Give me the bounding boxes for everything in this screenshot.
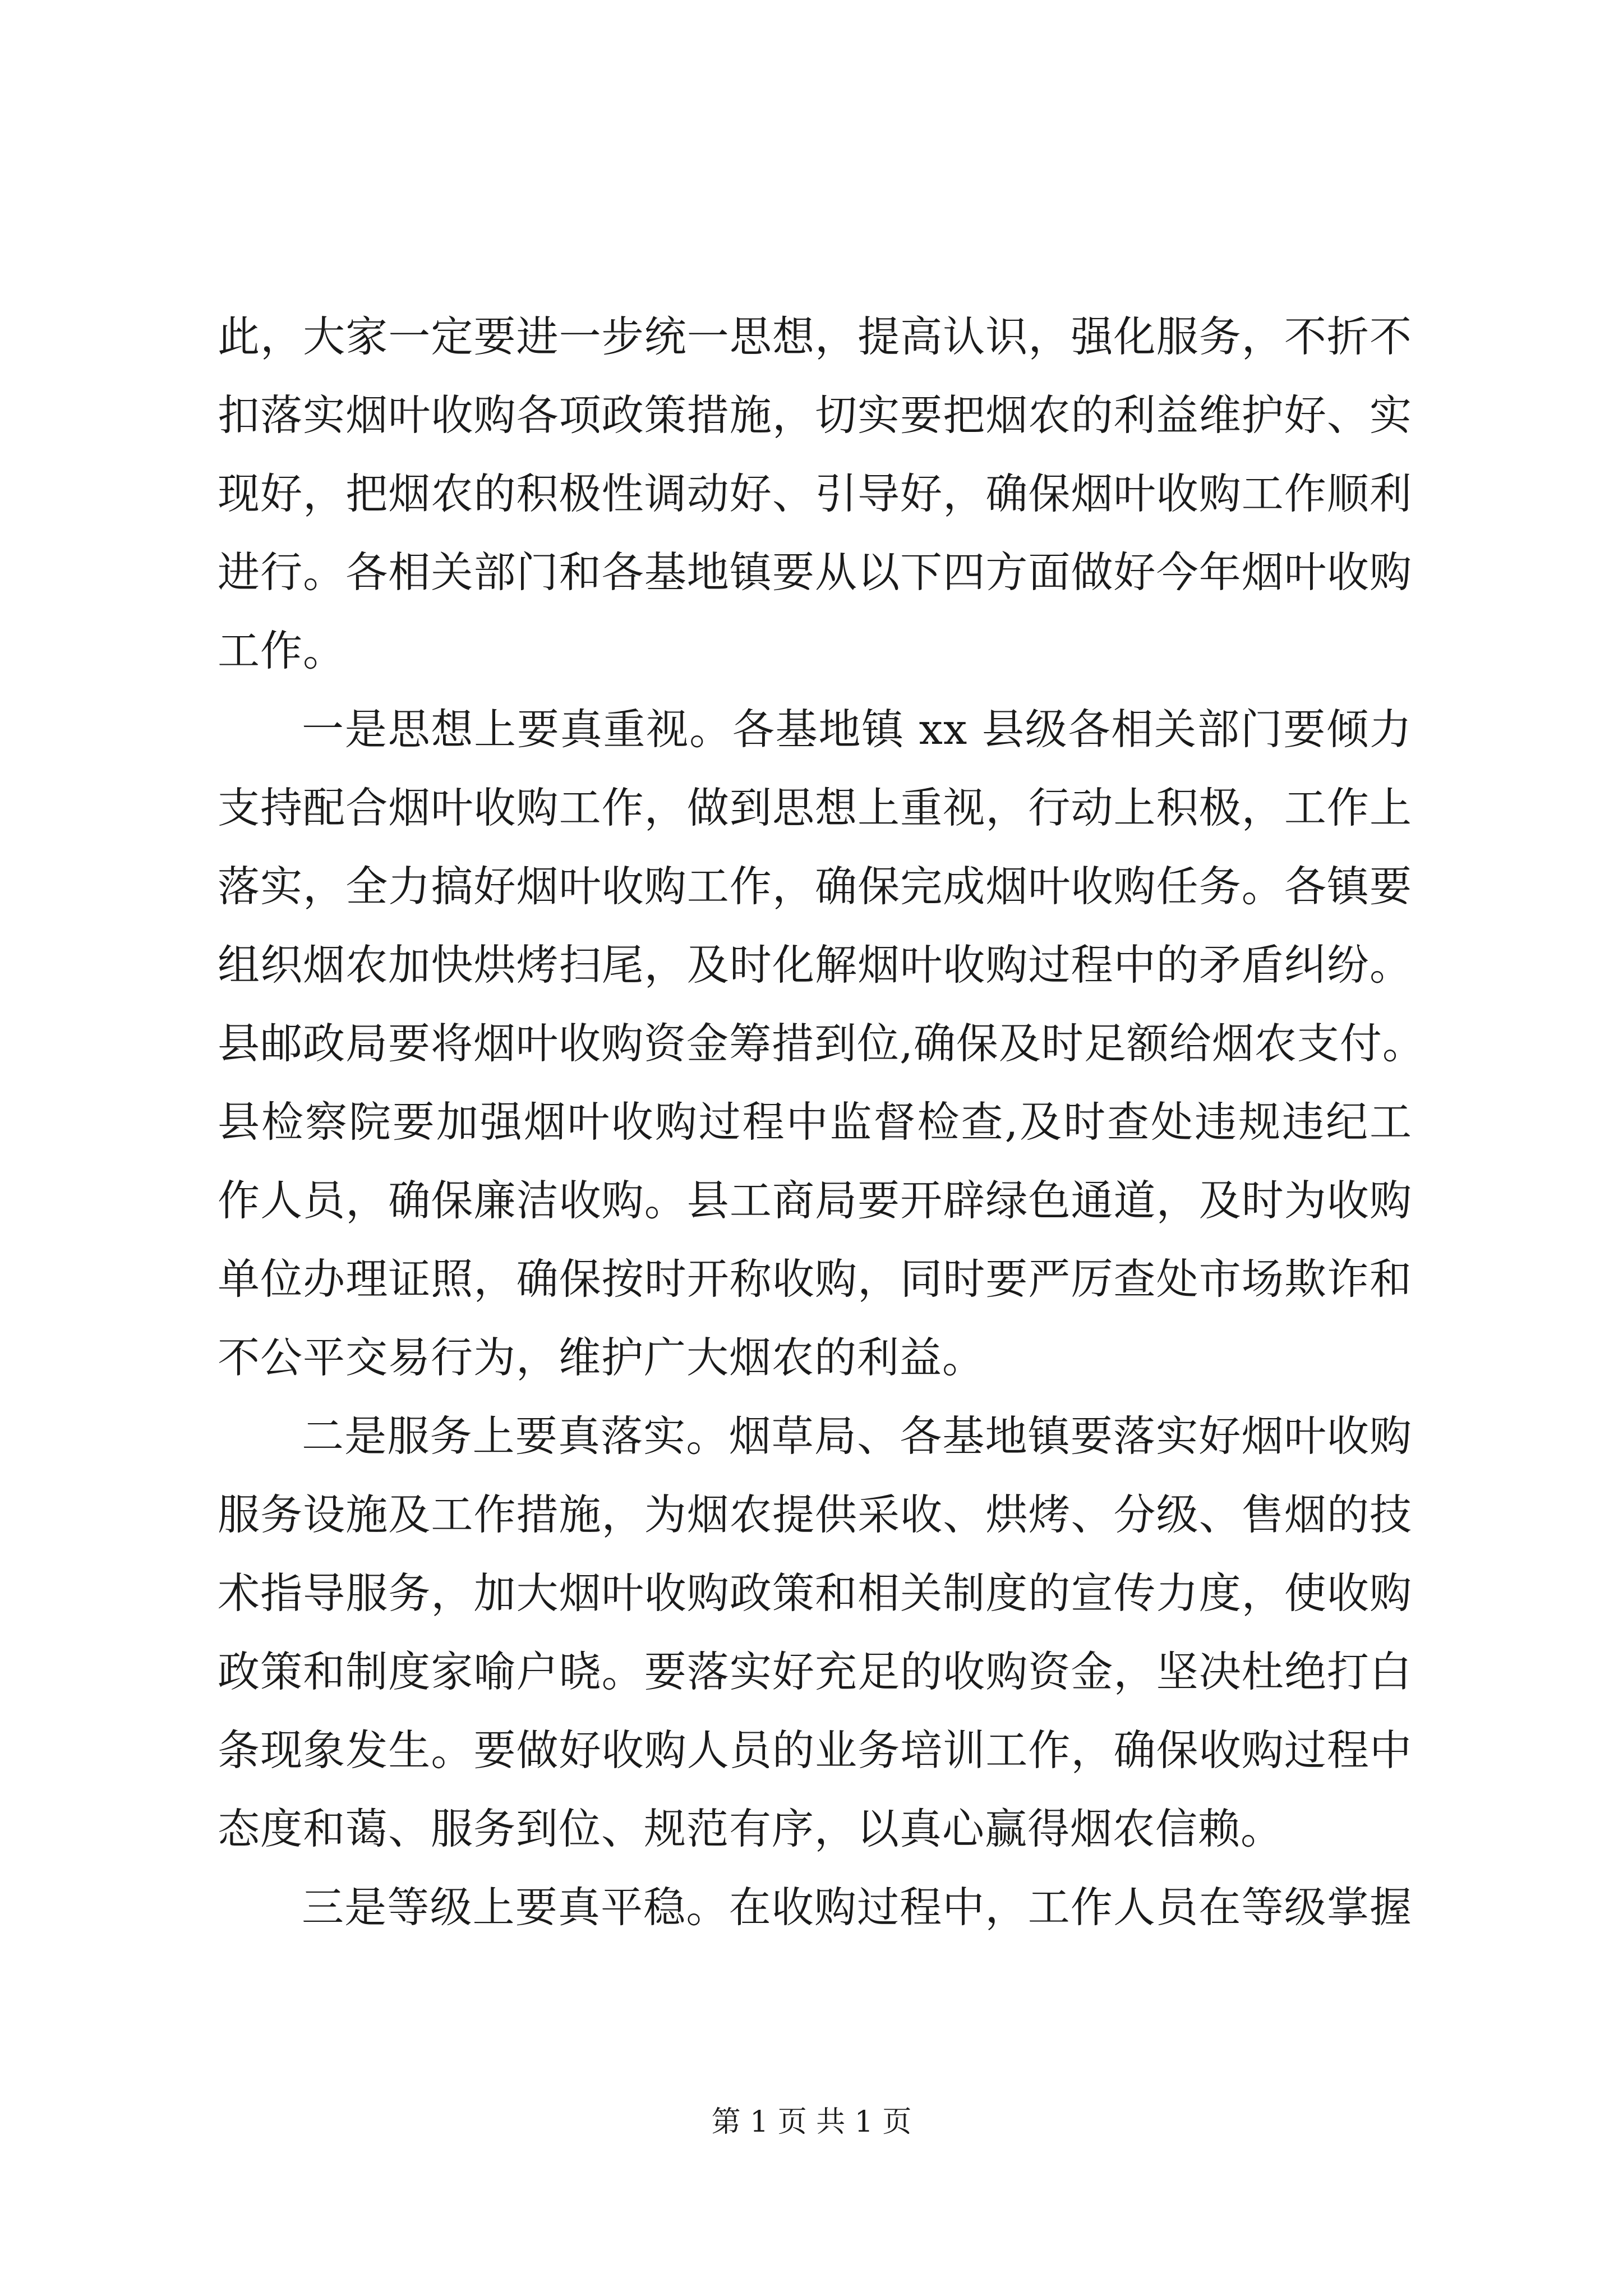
text-line: 条现象发生。要做好收购人员的业务培训工作，确保收购过程中 bbox=[218, 1726, 1412, 1775]
text-line: 进行。各相关部门和各基地镇要从以下四方面做好今年烟叶收购 bbox=[218, 547, 1412, 597]
text-line: 组织烟农加快烘烤扫尾，及时化解烟叶收购过程中的矛盾纠纷。 bbox=[218, 940, 1412, 990]
text-line: 扣落实烟叶收购各项政策措施，切实要把烟农的利益维护好、实 bbox=[218, 390, 1412, 440]
text-line: 单位办理证照，确保按时开称收购，同时要严厉查处市场欺诈和 bbox=[218, 1254, 1412, 1304]
text-line: 术指导服务，加大烟叶收购政策和相关制度的宣传力度，使收购 bbox=[218, 1568, 1412, 1618]
text-line: 落实，全力搞好烟叶收购工作，确保完成烟叶收购任务。各镇要 bbox=[218, 862, 1412, 911]
paragraph bbox=[218, 1868, 1412, 1947]
text-line: 政策和制度家喻户晓。要落实好充足的收购资金，坚决杜绝打白 bbox=[218, 1647, 1412, 1696]
text-line: 此，大家一定要进一步统一思想，提高认识，强化服务，不折不 bbox=[218, 312, 1412, 361]
text-line: 三是等级上要真平稳。在收购过程中，工作人员在等级掌握 bbox=[302, 1883, 1412, 1932]
text-line: 一是思想上要真重视。各基地镇 xx 县级各相关部门要倾力 bbox=[302, 705, 1412, 754]
text-line: 作人员，确保廉洁收购。县工商局要开辟绿色通道，及时为收购 bbox=[218, 1176, 1412, 1225]
text-line: 工作。 bbox=[218, 626, 346, 675]
text-line: 现好，把烟农的积极性调动好、引导好，确保烟叶收购工作顺利 bbox=[218, 469, 1412, 518]
text-line: 不公平交易行为，维护广大烟农的利益。 bbox=[218, 1333, 985, 1382]
document-body bbox=[218, 297, 1425, 1947]
text-line: 态度和蔼、服务到位、规范有序，以真心赢得烟农信赖。 bbox=[218, 1804, 1284, 1853]
text-line: 县邮政局要将烟叶收购资金筹措到位,确保及时足额给烟农支付。 bbox=[218, 1019, 1425, 1068]
text-line: 县检察院要加强烟叶收购过程中监督检查,及时查处违规违纪工 bbox=[218, 1097, 1412, 1147]
paragraph bbox=[218, 297, 1412, 690]
page-number-footer: 第 1 页 共 1 页 bbox=[711, 2105, 912, 2139]
text-line: 支持配合烟叶收购工作，做到思想上重视，行动上积极，工作上 bbox=[218, 783, 1412, 832]
paragraph bbox=[218, 1397, 1412, 1868]
text-line: 二是服务上要真落实。烟草局、各基地镇要落实好烟叶收购 bbox=[302, 1411, 1412, 1461]
text-line: 服务设施及工作措施，为烟农提供采收、烘烤、分级、售烟的技 bbox=[218, 1490, 1412, 1539]
paragraph bbox=[218, 690, 1425, 1397]
